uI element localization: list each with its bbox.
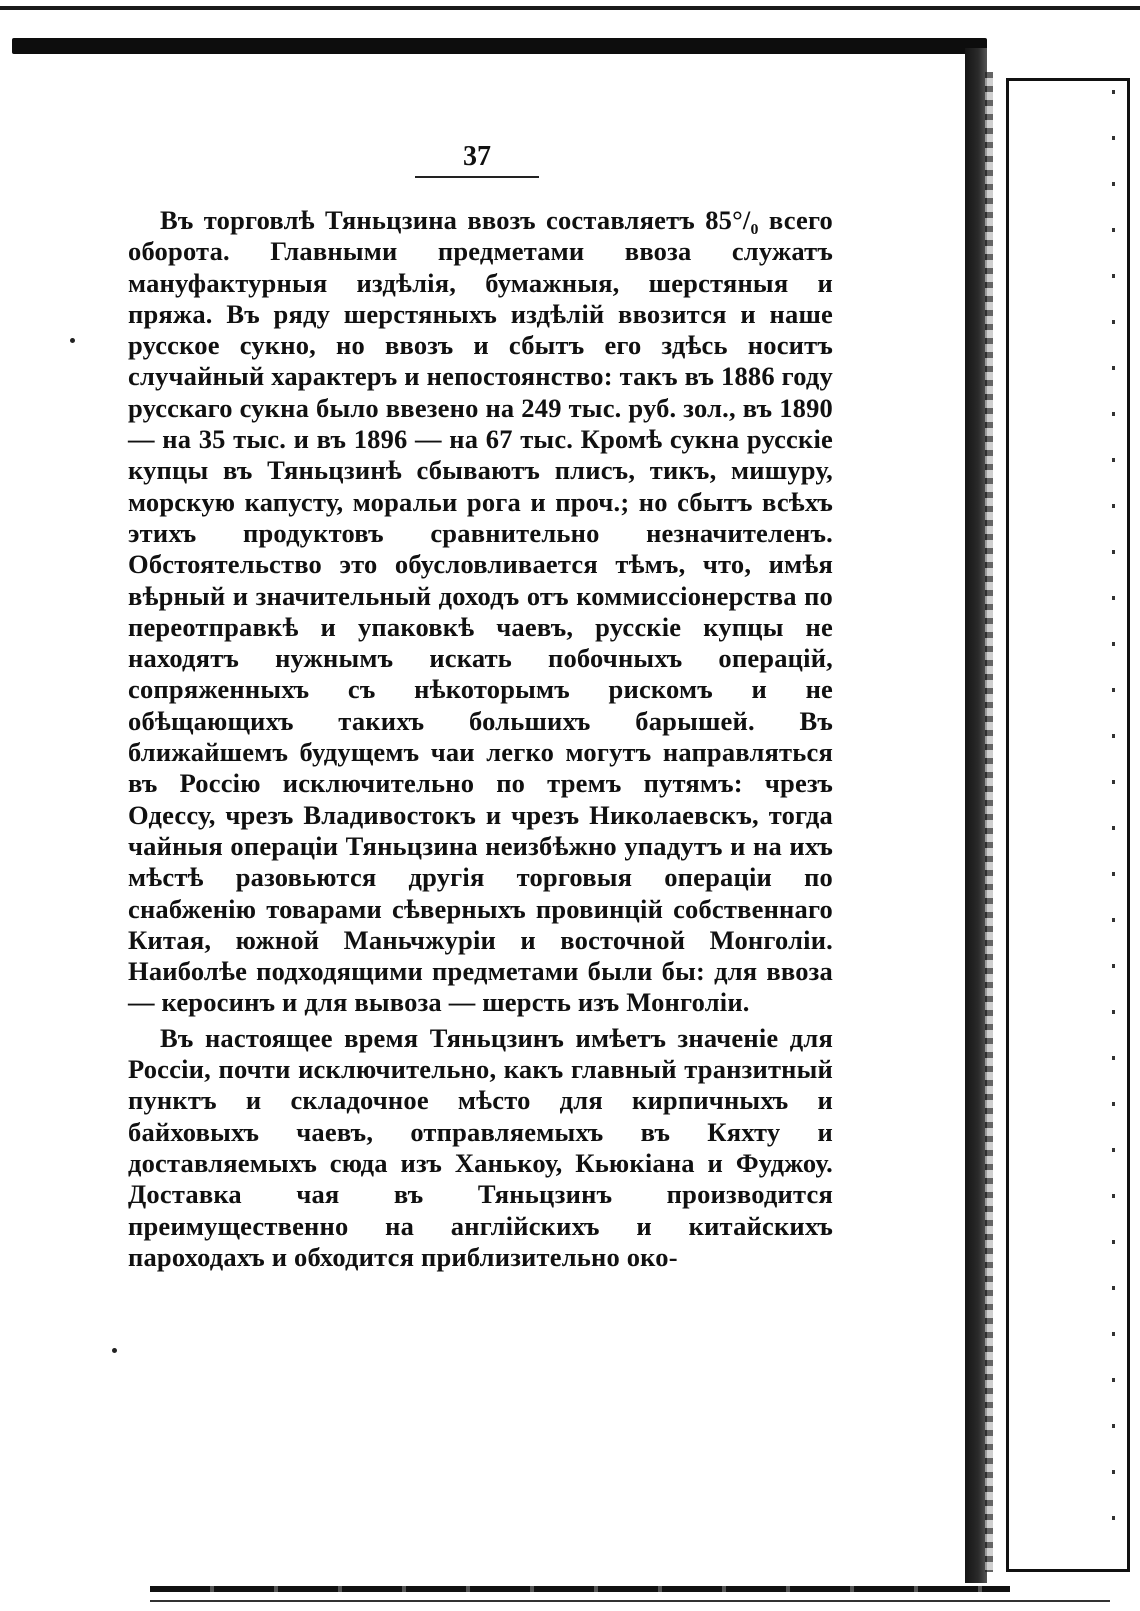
adjacent-page-marks <box>1112 90 1115 1560</box>
scan-border-top <box>0 6 1140 10</box>
scan-border-bottom-thin <box>150 1600 1110 1602</box>
paragraph: Въ торговлѣ Тяньцзина ввозъ составляетъ 85°/₀ всего оборота. Главными предметами ввоза служатъ мануфактурныя издѣлія, бумажныя, шерстяныя и пряжа. Въ ряду шерстяныхъ издѣлій ввозится и наше русское сукно, но ввозъ и сбытъ его здѣсь носитъ случайный характеръ и непостоянство: такъ въ 1886 году русскаго сукна было ввезено на 249 тыс. руб. зол., въ 1890 — на 35 тыс. и въ 1896 — на 67 тыс. Кромѣ сукна русскіе купцы въ Тяньцзинѣ сбываютъ плисъ, тикъ, мишуру, морскую капусту, моральи рога и проч.; но сбытъ всѣхъ этихъ продуктовъ сравнительно незначителенъ. Обстоятельство это обусловливается тѣмъ, что, имѣя вѣрный и значительный доходъ отъ коммиссіонерства по переотправкѣ и упаковкѣ чаевъ, русскіе купцы не находятъ нужнымъ искать побочныхъ операцій, сопряженныхъ съ нѣкоторымъ рискомъ и не обѣщающихъ такихъ большихъ барышей. Въ ближайшемъ будущемъ чаи легко могутъ направляться въ Россію исключительно по тремъ путямъ: чрезъ Одессу, чрезъ Владивостокъ и чрезъ Николаевскъ, тогда чайныя операціи Тяньцзина неизбѣжно упадутъ и на ихъ мѣстѣ разовьются другія торговыя операціи по снабженію товарами сѣверныхъ провинцій собственнаго Китая, южной Маньчжуріи и восточной Монголіи. Наиболѣе подходящими предметами были бы: для ввоза — керосинъ и для вывоза — шерсть изъ Монголіи. <box>128 205 833 1018</box>
book-spine-shadow <box>965 48 987 1583</box>
paragraph: Въ настоящее время Тяньцзинъ имѣетъ значеніе для Россіи, почти исключительно, какъ главный транзитный пунктъ и складочное мѣсто для кирпичныхъ и байховыхъ чаевъ, отправляемыхъ въ Кяхту и доставляемыхъ сюда изъ Ханькоу, Кьюкіана и Фуджоу. Доставка чая въ Тяньцзинъ производится преимущественно на англійскихъ и китайскихъ пароходахъ и обходится приблизительно око- <box>128 1022 833 1272</box>
scan-speck <box>70 338 75 343</box>
body-text <box>128 205 833 1273</box>
book-spine-edge <box>985 72 993 1572</box>
scan-border-bottom <box>150 1586 1010 1592</box>
scan-border-top-thick <box>12 38 987 54</box>
scan-speck <box>112 1348 117 1353</box>
page-number-rule <box>415 176 539 178</box>
page-number: 37 <box>463 141 491 172</box>
